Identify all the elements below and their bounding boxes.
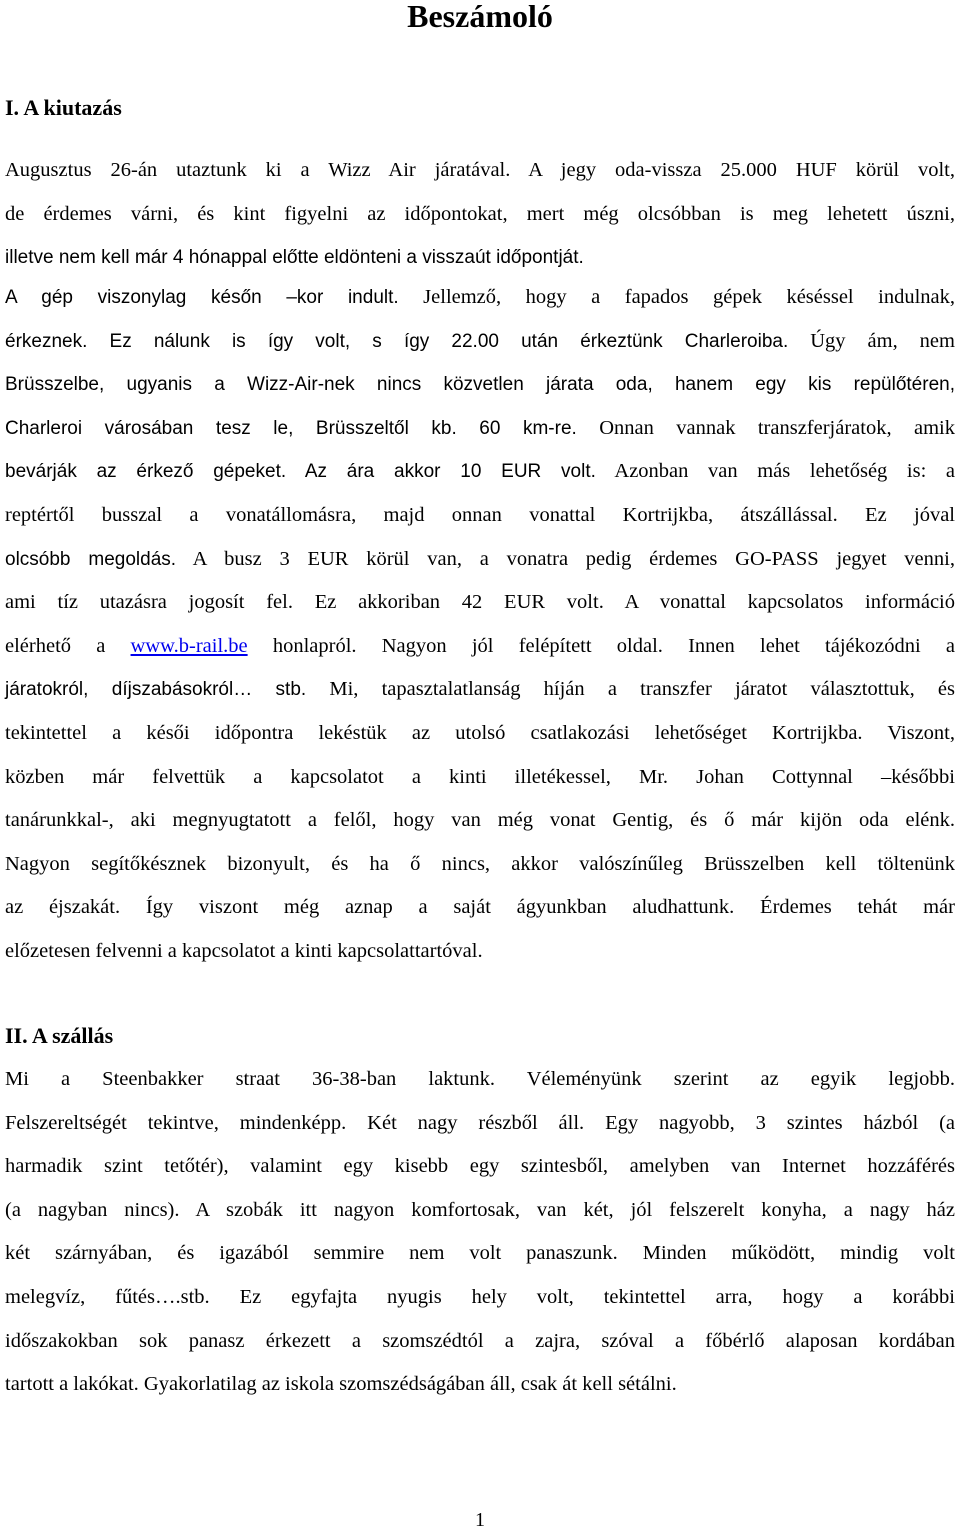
text-line: reptértől busszal a vonatállomásra, majd onnan vonattal Kortrijkba, átszállással. Ez jóval — [5, 503, 955, 526]
text-line — [5, 625, 955, 669]
text-line — [5, 320, 955, 364]
text-run: elérhető a — [5, 634, 131, 657]
text-line: tekintettel a késői időpontra lekéstük az utolsó csatlakozási lehetőséget Kortrijkba. Viszont, — [5, 721, 955, 744]
text-line: időszakokban sok panasz érkezett a szomszédtól a zajra, szóval a főbérlő alaposan kordában — [5, 1329, 955, 1352]
text-line: Mi a Steenbakker straat 36-38-ban laktunk. Véleményünk szerint az egyik legjobb. — [5, 1068, 955, 1090]
text-line: Nagyon segítőkésznek bizonyult, és ha ő nincs, akkor valószínűleg Brüsszelben kell töltenünk — [5, 852, 955, 875]
text-run: Azonban van más lehetőség is: a — [595, 460, 955, 483]
text-line: tartott a lakókat. Gyakorlatilag az iskola szomszédságában áll, csak át kell sétálni. — [5, 1373, 677, 1396]
text-line: (a nagyban nincs). A szobák itt nagyon komfortosak, van két, jól felszerelt konyha, a nagy ház — [5, 1198, 955, 1221]
text-line: ami tíz utazásra jogosít fel. Ez akkoriban 42 EUR volt. A vonattal kapcsolatos információ — [5, 591, 955, 614]
text-line — [5, 276, 955, 320]
text-run: Onnan vannak transzferjáratok, amik — [576, 416, 955, 439]
text-line: melegvíz, fűtés….stb. Ez egyfajta nyugis hely volt, tekintettel arra, hogy a korábbi — [5, 1285, 955, 1308]
text-run: érkeznek. Ez nálunk is így volt, s így 22.00 után érkeztünk Charleroiba. — [5, 330, 789, 352]
text-line: közben már felvettük a kapcsolatot a kinti illetékessel, Mr. Johan Cottynnal –későbbi — [5, 765, 955, 788]
text-line: illetve nem kell már 4 hónappal előtte eldönteni a visszaút időpontját. — [5, 247, 584, 269]
text-line: de érdemes várni, és kint figyelni az időpontokat, mert még olcsóbban is meg lehetett úszni, — [5, 202, 955, 225]
text-line — [5, 538, 955, 582]
text-run: Jellemző, hogy a fapados gépek késéssel indulnak, — [398, 286, 955, 308]
section-heading-szallas: II. A szállás — [5, 1023, 114, 1048]
text-line: Augusztus 26-án utaztunk ki a Wizz Air járatával. A jegy oda-vissza 25.000 HUF körül volt, — [5, 159, 955, 181]
text-run: járatokról, díjszabásokról… stb. — [5, 679, 307, 701]
text-line — [5, 407, 955, 451]
page-number: 1 — [475, 1509, 485, 1531]
text-run: Úgy ám, nem — [788, 329, 955, 352]
document-title: Beszámoló — [407, 0, 553, 34]
text-run: honlapról. Nagyon jól felépített oldal. Innen lehet tájékozódni a — [247, 634, 955, 657]
text-line: Brüsszelbe, ugyanis a Wizz-Air-nek nincs közvetlen járata oda, hanem egy kis repülőtéren, — [5, 374, 955, 396]
text-line: két szárnyában, és igazából semmire nem volt panaszunk. Minden működött, mindig volt — [5, 1242, 955, 1265]
text-line — [5, 450, 955, 494]
b-rail-link[interactable]: www.b-rail.be — [130, 634, 248, 657]
text-run: Charleroi városában tesz le, Brüsszeltől kb. 60 km-re. — [5, 417, 577, 439]
text-run: A gép viszonylag későn –kor indult. — [5, 287, 399, 308]
text-line — [5, 668, 955, 712]
paragraph-accommodation — [5, 1058, 955, 1407]
text-line: előzetesen felvenni a kapcsolatot a kinti kapcsolattartóval. — [5, 939, 483, 962]
text-run: Mi, tapasztalatlanság híján a transzfer járatot választottuk, és — [306, 678, 955, 701]
text-line: harmadik szint tetőtér), valamint egy kisebb egy szintesből, amelyben van Internet hozzáférés — [5, 1155, 955, 1178]
paragraph-travel — [5, 276, 955, 974]
section-heading-kiutazas: I. A kiutazás — [5, 95, 122, 120]
text-run: A busz 3 EUR körül van, a vonatra pedig érdemes GO-PASS jegyet venni, — [176, 547, 955, 570]
text-line: Felszereltségét tekintve, mindenképp. Két nagy részből áll. Egy nagyobb, 3 szintes házból (a — [5, 1111, 955, 1134]
paragraph-intro — [5, 149, 955, 280]
text-run: bevárják az érkező gépeket. Az ára akkor 10 EUR volt. — [5, 461, 596, 483]
text-run: olcsóbb megoldás. — [5, 548, 177, 570]
text-line: tanárunkkal-, aki megnyugtatott a felől, hogy van még vonat Gentig, és ő már kijön oda elénk. — [5, 809, 955, 832]
text-line: az éjszakát. Így viszont még aznap a saját ágyunkban aludhattunk. Érdemes tehát már — [5, 896, 955, 919]
